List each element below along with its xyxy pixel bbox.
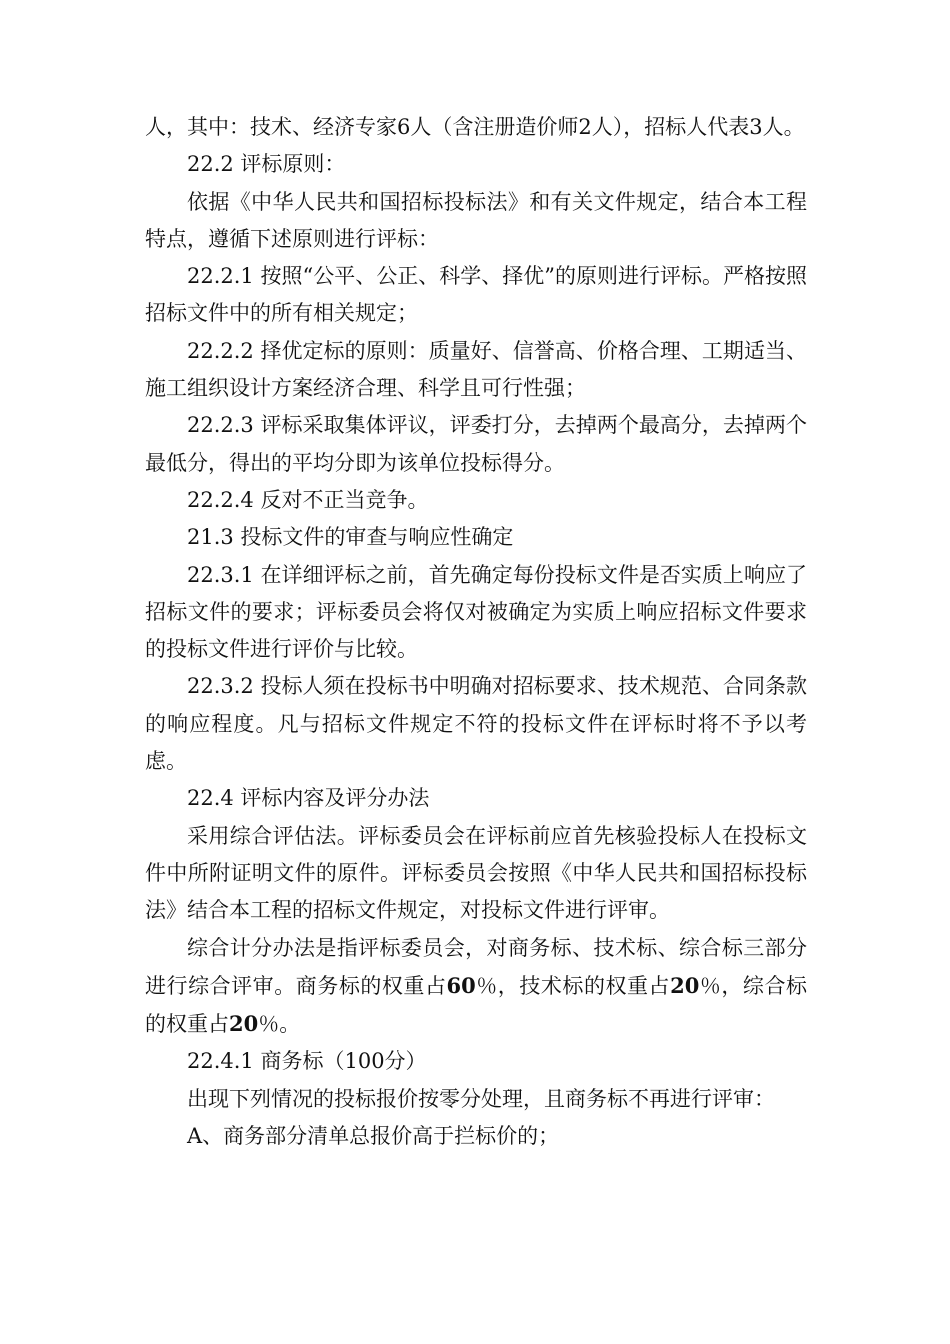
paragraph-22-2-1: 22.2.1 按照“公平、公正、科学、择优”的原则进行评标。严格按照招标文件中的所有相关规定； [145,264,807,326]
paragraph-zero-score-conditions: 出现下列情况的投标报价按零分处理，且商务标不再进行评审： [187,1086,775,1111]
paragraph-weights [145,930,807,1044]
paragraph-condition-a: A、商务部分清单总报价高于拦标价的； [187,1124,560,1149]
weight-technical: 20 [670,972,700,998]
paragraph-22-3-1: 22.3.1 在详细评标之前，首先确定每份投标文件是否实质上响应了招标文件的要求；评标委员会将仅对被确定为实质上响应招标文件要求的投标文件进行评价与比较。 [145,562,807,662]
weights-text-3: ％，综合标的权重占 [145,973,808,1037]
paragraph-basis: 依据《中华人民共和国招标投标法》和有关文件规定，结合本工程特点，遵循下述原则进行评标： [145,189,807,251]
weight-comprehensive: 20 [229,1011,259,1037]
paragraph-22-2-3: 22.2.3 评标采取集体评议，评委打分，去掉两个最高分，去掉两个最低分，得出的平均分即为该单位投标得分。 [145,413,807,475]
paragraph-22-2-4: 22.2.4 反对不正当竞争。 [187,487,429,512]
document-page [145,109,807,1155]
weight-business: 60 [446,972,476,998]
heading-21-3: 21.3 投标文件的审查与响应性确定 [187,525,514,550]
heading-22-4-1: 22.4.1 商务标（100分） [187,1049,427,1074]
heading-22-2: 22.2 评标原则： [187,152,346,177]
weights-text-2: ％，技术标的权重占 [475,973,671,998]
paragraph-22-2-2: 22.2.2 择优定标的原则：质量好、信誉高、价格合理、工期适当、施工组织设计方案经济合理、科学且可行性强； [145,338,807,401]
paragraph-22-3-2: 22.3.2 投标人须在投标书中明确对招标要求、技术规范、合同条款的响应程度。凡与招标文件规定不符的投标文件在评标时将不予以考虑。 [145,674,807,774]
paragraph-committee-composition: 人，其中：技术、经济专家6人（含注册造价师2人），招标人代表3人。 [145,115,805,139]
heading-22-4: 22.4 评标内容及评分办法 [187,786,430,811]
weights-text-4: ％。 [258,1012,301,1037]
paragraph-evaluation-method: 采用综合评估法。评标委员会在评标前应首先核验投标人在投标文件中所附证明文件的原件。评标委员会按照《中华人民共和国招标投标法》结合本工程的招标文件规定，对投标文件进行评审。 [145,823,807,923]
weights-text-1: 综合计分办法是指评标委员会，对商务标、技术标、综合标三部分进行综合评审。商务标的权重占 [145,935,807,998]
